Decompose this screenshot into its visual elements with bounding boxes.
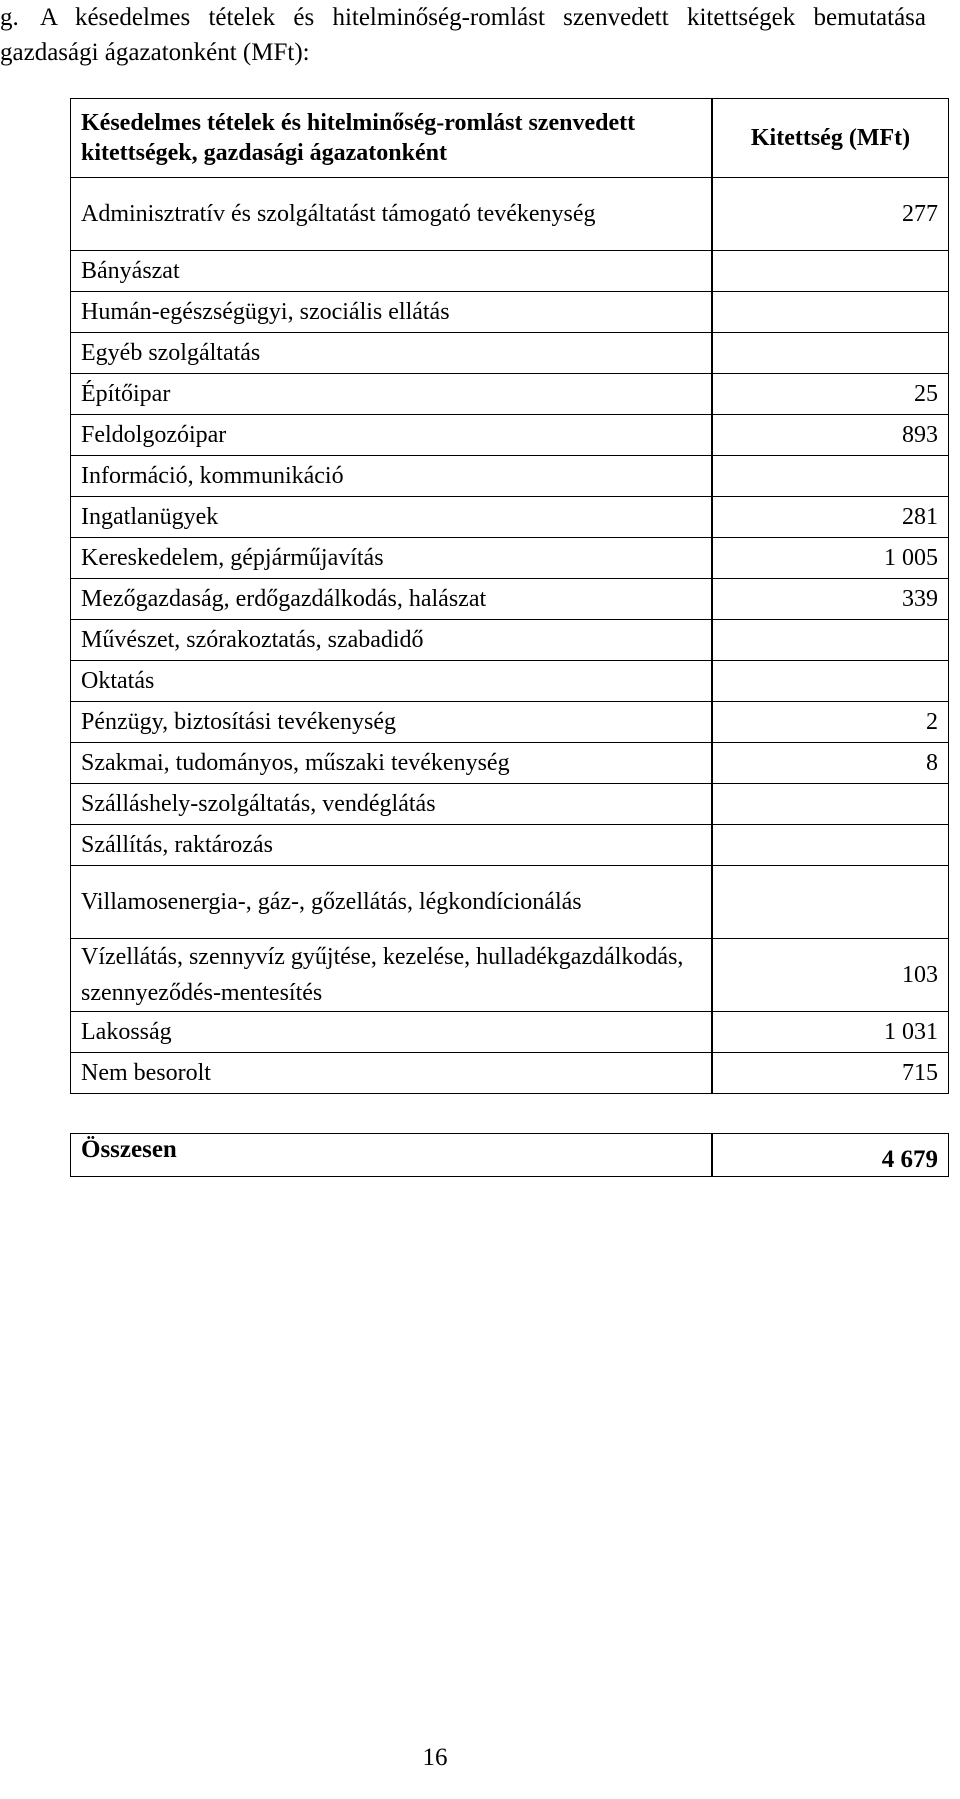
table-row [71,497,949,538]
table-row [71,415,949,456]
table-row [71,702,949,743]
table-row [71,1053,949,1094]
row-label: Ingatlanügyek [71,497,713,538]
table-row [71,661,949,702]
table-header-row [71,99,949,178]
row-label: Művészet, szórakoztatás, szabadidő [71,620,713,661]
row-label: Építőipar [71,374,713,415]
row-label: Lakosság [71,1012,713,1053]
table-row [71,456,949,497]
section-heading-text: A késedelmes tételek és hitelminőség-romlást szenvedett kitettségek bemutatása gazdasági ágazatonként (MFt): [0,4,926,66]
table-row [71,866,949,939]
header-value: Kitettség (MFt) [712,99,949,178]
row-value: 8 [712,743,949,784]
row-label: Nem besorolt [71,1053,713,1094]
total-value: 4 679 [712,1134,949,1177]
row-value: 2 [712,702,949,743]
row-label: Villamosenergia-, gáz-, gőzellátás, légkondícionálás [71,866,713,939]
page-number: 16 [422,1744,448,1771]
row-label: Pénzügy, biztosítási tevékenység [71,702,713,743]
table-row [71,292,949,333]
total-label: Összesen [71,1134,713,1177]
row-label: Szállítás, raktározás [71,825,713,866]
row-label: Feldolgozóipar [71,415,713,456]
row-value [712,292,949,333]
row-value: 1 005 [712,538,949,579]
table-row [71,743,949,784]
row-label: Információ, kommunikáció [71,456,713,497]
row-value [712,251,949,292]
total-row [71,1134,949,1177]
table-row [71,939,949,1012]
section-marker: g. [0,4,19,31]
row-value [712,866,949,939]
table-row [71,374,949,415]
row-value [712,333,949,374]
row-label: Humán-egészségügyi, szociális ellátás [71,292,713,333]
table-row [71,784,949,825]
row-value: 25 [712,374,949,415]
table-row [71,1012,949,1053]
row-value: 715 [712,1053,949,1094]
table-row [71,825,949,866]
row-value [712,661,949,702]
table-row [71,538,949,579]
row-value: 893 [712,415,949,456]
row-value [712,825,949,866]
row-value: 277 [712,178,949,251]
table-row [71,178,949,251]
row-value [712,784,949,825]
row-value: 103 [712,939,949,1012]
table-row [71,251,949,292]
row-label: Szálláshely-szolgáltatás, vendéglátás [71,784,713,825]
table-row [71,620,949,661]
header-label: Késedelmes tételek és hitelminőség-romlást szenvedett kitettségek, gazdasági ágazatonként [71,99,713,178]
row-label: Oktatás [71,661,713,702]
row-label: Kereskedelem, gépjárműjavítás [71,538,713,579]
row-value: 339 [712,579,949,620]
row-label: Vízellátás, szennyvíz gyűjtése, kezelése, hulladékgazdálkodás, szennyeződés-mentesítés [71,939,713,1012]
row-value [712,620,949,661]
row-label: Mezőgazdaság, erdőgazdálkodás, halászat [71,579,713,620]
exposure-table [70,98,949,1094]
table-row [71,333,949,374]
table-row [71,579,949,620]
row-value: 1 031 [712,1012,949,1053]
row-value: 281 [712,497,949,538]
total-table [70,1133,949,1177]
section-heading [0,0,926,70]
row-label: Bányászat [71,251,713,292]
row-label: Szakmai, tudományos, műszaki tevékenység [71,743,713,784]
row-label: Adminisztratív és szolgáltatást támogató tevékenység [71,178,713,251]
row-value [712,456,949,497]
row-label: Egyéb szolgáltatás [71,333,713,374]
